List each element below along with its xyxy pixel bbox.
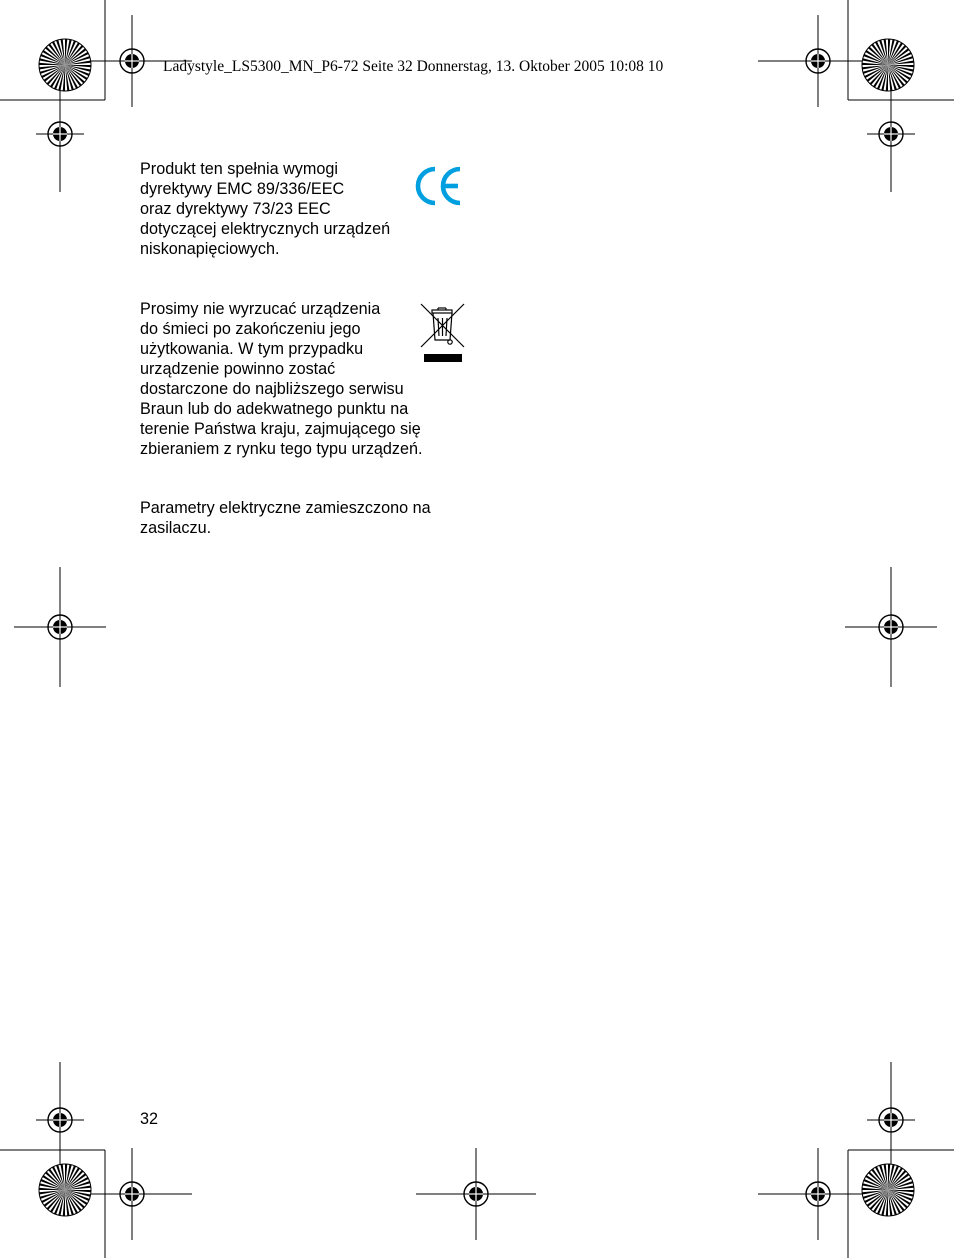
text-line: dostarczone do najbliższego serwisu <box>140 380 404 398</box>
registration-mark <box>758 1148 878 1240</box>
text-line: zbieraniem z rynku tego typu urządzeń. <box>140 440 423 458</box>
registration-mark <box>867 1062 915 1178</box>
text-line: do śmieci po zakończeniu jego <box>140 320 361 338</box>
disposal-text <box>140 299 423 459</box>
registration-mark <box>867 76 915 192</box>
page-number: 32 <box>140 1110 159 1128</box>
star-target <box>862 1164 914 1216</box>
weee-crossed-bin-icon <box>420 303 466 365</box>
text-line: Prosimy nie wyrzucać urządzenia <box>140 300 381 318</box>
registration-mark <box>845 567 937 687</box>
registration-mark <box>36 1062 84 1178</box>
star-target <box>862 39 914 91</box>
text-line: zasilaczu. <box>140 519 212 537</box>
electrical-parameters-text <box>140 498 431 538</box>
text-line: terenie Państwa kraju, zajmującego się <box>140 420 421 438</box>
text-line: Braun lub do adekwatnego punktu na <box>140 400 409 418</box>
registration-mark <box>758 15 878 107</box>
print-slug: Ladystyle_LS5300_MN_P6-72 Seite 32 Donnerstag, 13. Oktober 2005 10:08 10 <box>163 58 664 75</box>
text-line: użytkowania. W tym przypadku <box>140 340 364 358</box>
text-line: dyrektywy EMC 89/336/EEC <box>140 180 345 198</box>
text-line: urządzenie powinno zostać <box>140 360 336 378</box>
ce-compliance-text <box>140 159 390 259</box>
registration-mark <box>416 1148 536 1240</box>
ce-mark-icon <box>414 165 464 207</box>
text-line: Produkt ten spełnia wymogi <box>140 160 338 178</box>
star-target <box>39 39 91 91</box>
star-target <box>39 1164 91 1216</box>
text-line: niskonapięciowych. <box>140 240 280 258</box>
text-line: Parametry elektryczne zamieszczono na <box>140 499 431 517</box>
registration-mark <box>36 76 84 192</box>
registration-mark <box>14 567 106 687</box>
text-line: dotyczącej elektrycznych urządzeń <box>140 220 391 238</box>
text-line: oraz dyrektywy 73/23 EEC <box>140 200 331 218</box>
